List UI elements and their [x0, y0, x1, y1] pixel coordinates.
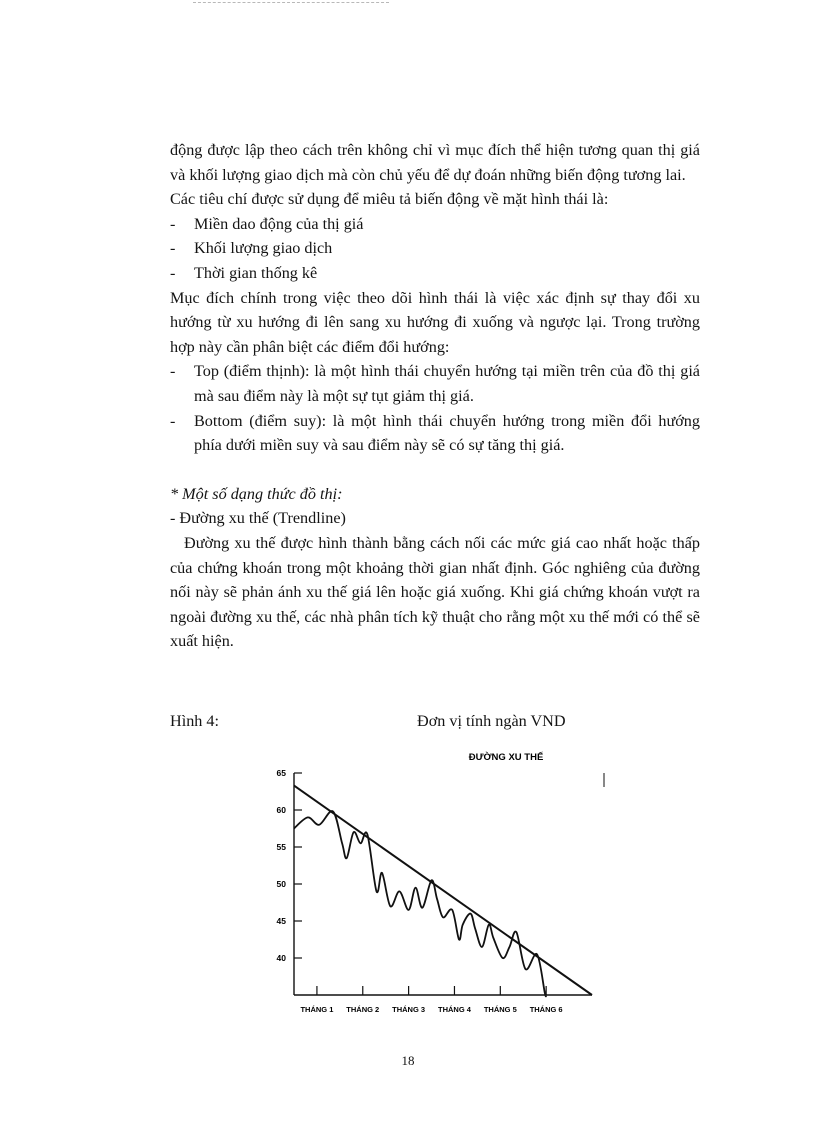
y-tick-label: 45: [276, 916, 286, 926]
turning-point-bottom: - Bottom (điểm suy): là một hình thái chuyển hướng trong miền đổi hướng phía dưới miền suy và sau điểm này sẽ có sự tăng thị giá.: [170, 409, 700, 458]
paragraph-2: Các tiêu chí được sử dụng để miêu tả biến động về mặt hình thái là:: [170, 190, 609, 209]
paragraph-3: Mục đích chính trong việc theo dõi hình thái là việc xác định sự thay đổi xu hướng từ xu hướng đi lên sang xu hướng đi xuống và ngược lại. Trong trường hợp này cần phân biệt các điểm đổi hướng:: [170, 288, 700, 356]
y-tick-label: 60: [276, 805, 286, 815]
figure-label: Hình 4:: [170, 712, 220, 730]
x-tick-label: THÁNG 3: [392, 1005, 426, 1014]
criteria-item: - Thời gian thống kê: [170, 261, 700, 286]
trendline-heading: - Đường xu thế (Trendline): [170, 509, 346, 528]
y-tick-label: 40: [276, 953, 286, 963]
y-tick-label: 50: [276, 879, 286, 889]
chart-title: ĐƯỜNG XU THẾ: [468, 752, 544, 763]
criteria-item: - Miền dao động của thị giá: [170, 212, 700, 237]
trendline: [294, 786, 592, 995]
page-number: 18: [401, 1053, 415, 1068]
x-tick-label: THÁNG 2: [346, 1005, 380, 1014]
criteria-item: - Khối lượng giao dịch: [170, 236, 700, 261]
chart-marks: [277, 768, 604, 1014]
price-series-line: [294, 811, 546, 996]
y-tick-label: 55: [276, 842, 286, 852]
x-tick-label: THÁNG 6: [529, 1005, 563, 1014]
section-heading: * Một số dạng thức đồ thị:: [170, 484, 343, 503]
x-tick-label: THÁNG 4: [438, 1005, 471, 1014]
unit-label: Đơn vị tính ngàn VND: [417, 712, 566, 730]
turning-point-top: - Top (điểm thịnh): là một hình thái chuyển hướng tại miền trên của đồ thị giá mà sau điểm này là một sự tụt giảm thị giá.: [170, 359, 700, 408]
paragraph-1: động được lập theo cách trên không chỉ vì mục đích thể hiện tương quan thị giá và khối lượng giao dịch mà còn chủ yếu để dự đoán những biến động tương lai.: [170, 141, 700, 184]
paragraph-4: Đường xu thế được hình thành bằng cách nối các mức giá cao nhất hoặc thấp của chứng khoán trong một khoảng thời gian nhất định. Góc nghiêng của đường nối này sẽ phản ánh xu thế giá lên hoặc giá xuống. Khi giá chứng khoán vượt ra ngoài đường xu thế, các nhà phân tích kỹ thuật cho rằng một xu thế mới có thể sẽ xuất hiện.: [170, 533, 700, 651]
x-tick-label: THÁNG 1: [300, 1005, 334, 1014]
x-tick-label: THÁNG 5: [483, 1005, 517, 1014]
y-tick-label: 65: [276, 768, 286, 778]
